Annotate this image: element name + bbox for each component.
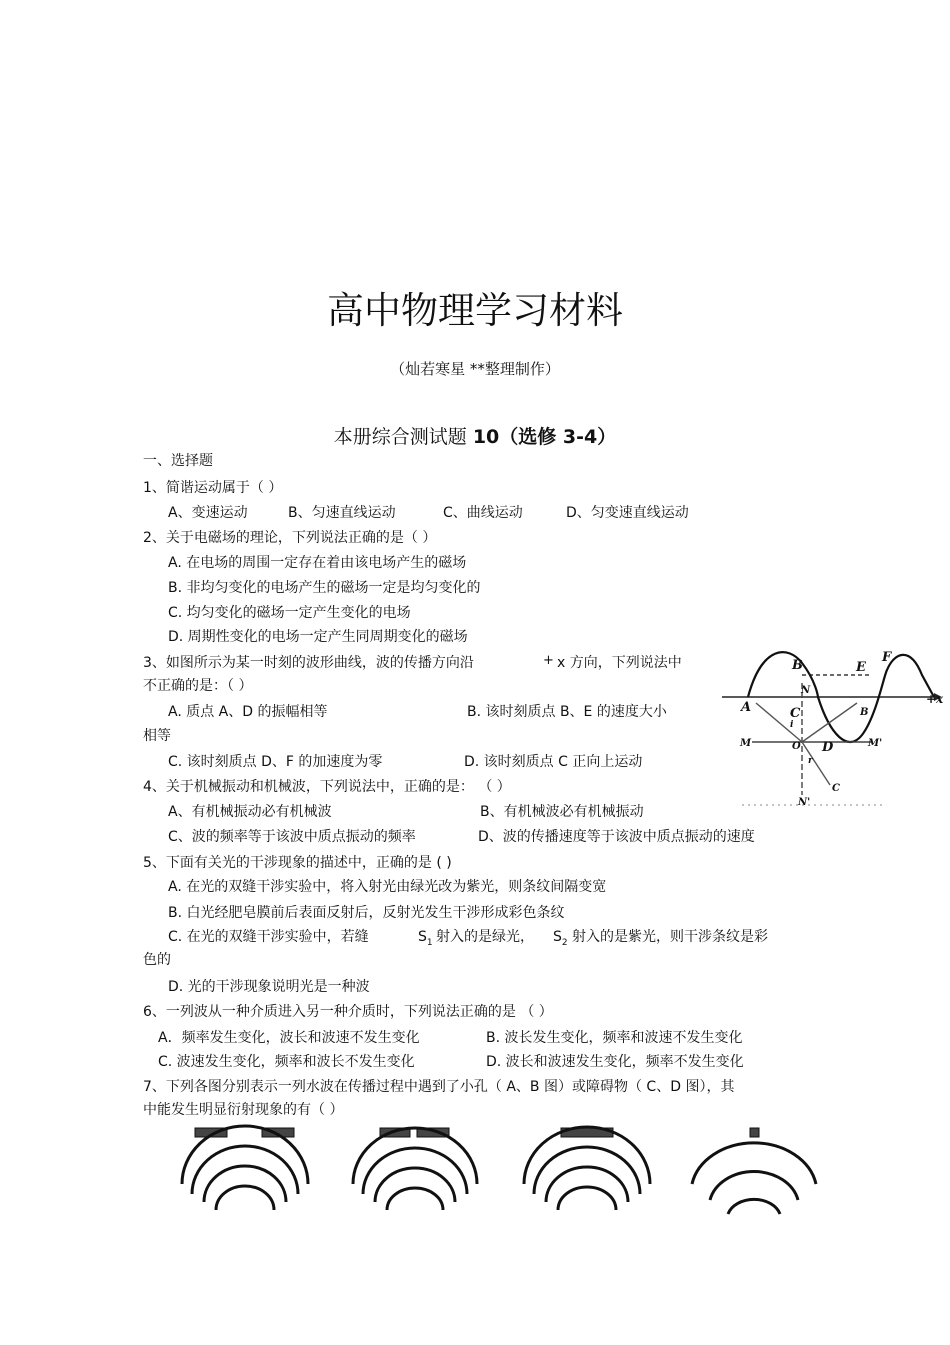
label-e: E <box>856 660 866 675</box>
page-title: 高中物理学习材料 <box>327 289 623 332</box>
q2-option-c: C. 均匀变化的磁场一定产生变化的电场 <box>168 605 411 621</box>
q5-option-c-part1: C. 在光的双缝干涉实验中，若缝 <box>168 929 369 945</box>
q4-option-d: D、波的传播速度等于该波中质点振动的速度 <box>478 829 755 845</box>
label-n: N <box>801 685 811 696</box>
q6-option-a: A．频率发生变化，波长和波速不发生变化 <box>158 1030 420 1046</box>
label-f: F <box>882 650 892 665</box>
q2-option-a: A. 在电场的周围一定存在着由该电场产生的磁场 <box>168 555 467 571</box>
test-title-suffix: （选修 3-4） <box>499 426 617 448</box>
test-title-prefix: 本册综合测试题 <box>333 426 473 448</box>
slit-s1-letter: S <box>418 929 427 945</box>
q1-option-a: A、变速运动 <box>168 505 248 521</box>
q6-option-d: D. 波长和波速发生变化，频率不发生变化 <box>486 1054 744 1070</box>
q5-slit-s1 <box>418 928 433 952</box>
q3-option-d: D. 该时刻质点 C 正向上运动 <box>464 754 643 770</box>
q3-option-c: C. 该时刻质点 D、F 的加速度为零 <box>168 754 383 770</box>
q2-stem: 2、关于电磁场的理论，下列说法正确的是（ ） <box>143 530 437 546</box>
q3-stem-part1: 3、如图所示为某一时刻的波形曲线，波的传播方向沿 <box>143 655 474 671</box>
reflected-ray <box>802 703 857 742</box>
q2-option-d: D. 周期性变化的电场一定产生同周期变化的磁场 <box>168 629 468 645</box>
q4-option-a: A、有机械振动必有机械波 <box>168 804 332 820</box>
label-x: +x <box>926 692 944 706</box>
figure-c <box>524 1127 650 1210</box>
q5-option-a: A. 在光的双缝干涉实验中，将入射光由绿光改为紫光，则条纹间隔变宽 <box>168 879 607 895</box>
q5-option-d: D. 光的干涉现象说明光是一种波 <box>168 979 370 995</box>
figure-a <box>182 1126 308 1210</box>
label-n-prime: N' <box>798 797 811 808</box>
label-d: D <box>822 740 834 755</box>
q5-option-c-part2: 射入的是绿光， <box>436 929 534 945</box>
q5-stem: 5、下面有关光的干涉现象的描述中，正确的是 ( ) <box>143 855 452 871</box>
label-a: A <box>741 700 752 715</box>
wave-refraction-figure <box>722 645 948 815</box>
q3-option-b-cont: 相等 <box>143 728 171 744</box>
q1-option-c: C、曲线运动 <box>443 505 523 521</box>
q4-option-c: C、波的频率等于该波中质点振动的频率 <box>168 829 416 845</box>
page-subtitle: （灿若寒星 **整理制作） <box>390 360 560 378</box>
label-o: O <box>792 741 801 752</box>
q3-plus-sign: + <box>543 653 554 668</box>
slit-s2-subscript: 2 <box>561 937 568 948</box>
slit-s2-letter: S <box>553 929 562 945</box>
q3-stem-part2: x 方向，下列说法中 <box>557 655 682 671</box>
test-title <box>0 422 950 449</box>
label-m: M <box>740 738 752 749</box>
q5-option-c-cont: 色的 <box>143 952 171 968</box>
q4-option-b: B、有机械波必有机械振动 <box>480 804 644 820</box>
q5-option-c-part3: 射入的是紫光，则干涉条纹是彩 <box>572 929 768 945</box>
q5-slit-s2 <box>553 928 568 952</box>
q6-option-c: C. 波速发生变化，频率和波长不发生变化 <box>158 1054 415 1070</box>
q4-stem: 4、关于机械振动和机械波，下列说法中，正确的是： （ ） <box>143 779 511 795</box>
test-title-number: 10 <box>472 426 500 448</box>
q7-stem-line1: 7、下列各图分别表示一列水波在传播过程中遇到了小孔（ A、B 图）或障碍物（ C、D 图），其 <box>143 1079 735 1095</box>
q6-option-b: B. 波长发生变化，频率和波速不发生变化 <box>486 1030 743 1046</box>
q3-option-b: B. 该时刻质点 B、E 的速度大小 <box>467 704 667 720</box>
q1-stem: 1、简谐运动属于（ ） <box>143 480 283 496</box>
label-i: i <box>790 720 794 730</box>
label-ray-c: C <box>832 783 840 794</box>
q7-stem-line2: 中能发生明显衍射现象的有（ ） <box>143 1102 344 1118</box>
q5-option-b: B. 白光经肥皂膜前后表面反射后，反射光发生干涉形成彩色条纹 <box>168 905 565 921</box>
slit-s1-subscript: 1 <box>426 937 433 948</box>
diffraction-figures <box>170 1122 830 1222</box>
section-heading: 一、选择题 <box>143 453 213 469</box>
q2-option-b: B. 非均匀变化的电场产生的磁场一定是均匀变化的 <box>168 580 481 596</box>
q6-stem: 6、一列波从一种介质进入另一种介质时，下列说法正确的是 （ ） <box>143 1004 553 1020</box>
q1-option-d: D、匀变速直线运动 <box>566 505 689 521</box>
q1-option-b: B、匀速直线运动 <box>288 505 396 521</box>
label-m-prime: M' <box>868 738 883 749</box>
label-c: C <box>790 706 801 721</box>
figure-b <box>353 1128 477 1210</box>
label-b: B <box>792 658 803 673</box>
q3-option-a: A. 质点 A、D 的振幅相等 <box>168 704 328 720</box>
label-ray-b: B <box>860 707 869 718</box>
q3-stem-part3: 不正确的是：（ ） <box>143 678 253 694</box>
figure-d <box>692 1128 816 1214</box>
label-r: r <box>808 756 813 766</box>
